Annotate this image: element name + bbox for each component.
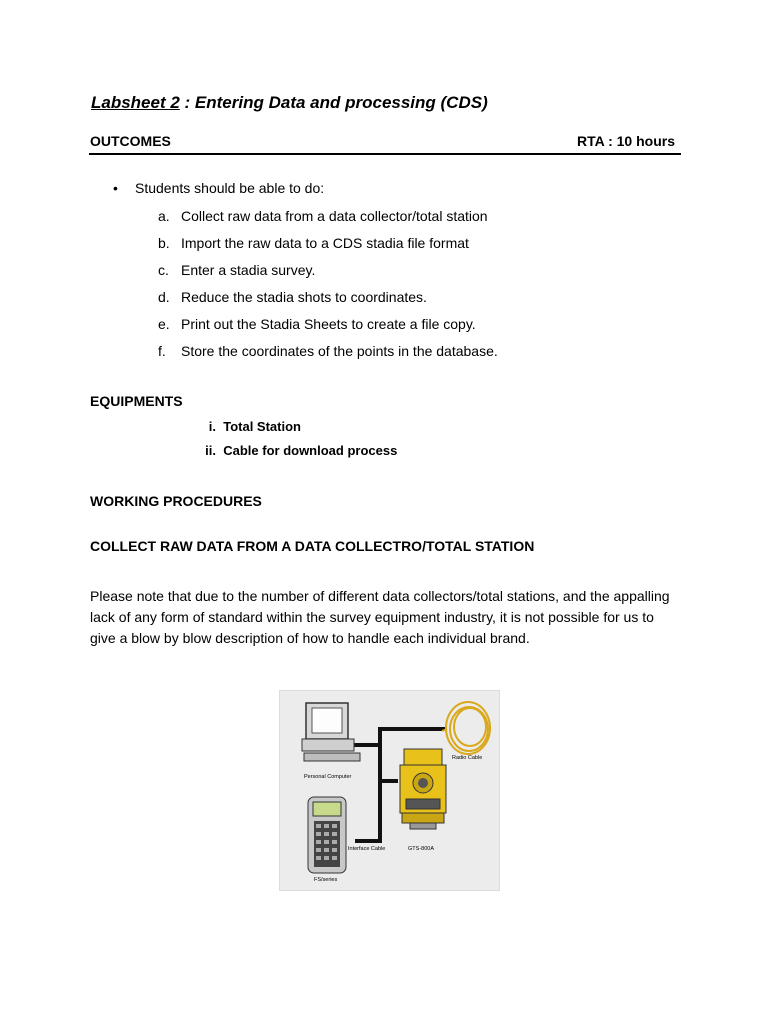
list-text: Collect raw data from a data collector/total station	[181, 208, 488, 224]
list-marker: a.	[158, 208, 170, 224]
label-radio-cable: Radio Cable	[452, 755, 483, 761]
procedures-subheading: COLLECT RAW DATA FROM A DATA COLLECTRO/TOTAL STATION	[90, 538, 535, 554]
outcomes-header	[90, 133, 680, 149]
title-labsheet: Labsheet 2	[91, 93, 180, 112]
equipments-heading: EQUIPMENTS	[90, 393, 183, 409]
outcomes-intro-text: Students should be able to do:	[135, 180, 325, 196]
list-item	[158, 261, 498, 288]
equipment-diagram	[279, 690, 500, 891]
procedures-paragraph: Please note that due to the number of different data collectors/total stations, and the appalling lack of any form of standard within the survey equipment industry, it is not possible for us to give a blow by blow description of how to handle each individual brand.	[90, 588, 670, 646]
outcomes-heading: OUTCOMES	[90, 133, 171, 149]
list-marker: b.	[158, 235, 170, 251]
list-item	[158, 234, 498, 261]
list-marker: f.	[158, 343, 166, 359]
header-rule	[89, 153, 681, 155]
cable-coil-icon	[442, 702, 490, 754]
computer-icon	[302, 703, 360, 761]
outcomes-intro	[113, 180, 324, 196]
label-collector: FS/series	[314, 877, 338, 883]
label-station: GTS-800A	[408, 846, 434, 852]
list-text: Cable for download process	[223, 443, 398, 458]
rta-hours: RTA : 10 hours	[576, 133, 675, 149]
list-text: Import the raw data to a CDS stadia file format	[181, 235, 469, 251]
list-marker: d.	[158, 289, 170, 305]
list-text: Enter a stadia survey.	[181, 262, 316, 278]
label-interface-cable: Interface Cable	[348, 846, 386, 852]
list-marker: i.	[208, 419, 216, 434]
list-marker: c.	[158, 262, 169, 278]
list-marker: ii.	[205, 443, 216, 458]
equipments-list	[190, 419, 397, 467]
list-item	[190, 443, 397, 467]
outcomes-list	[158, 207, 498, 369]
list-item	[158, 288, 498, 315]
list-text: Store the coordinates of the points in the database.	[181, 343, 498, 359]
list-marker: e.	[158, 316, 170, 332]
total-station-icon	[400, 749, 446, 829]
procedures-heading: WORKING PROCEDURES	[90, 493, 262, 509]
title-text: : Entering Data and processing (CDS)	[179, 93, 488, 112]
data-collector-icon	[308, 797, 346, 873]
list-item	[158, 207, 498, 234]
list-item	[190, 419, 397, 443]
list-item	[158, 342, 498, 369]
page-title	[91, 93, 488, 113]
list-text: Print out the Stadia Sheets to create a file copy.	[181, 316, 476, 332]
equipment-diagram-svg	[280, 691, 499, 890]
list-text: Total Station	[223, 419, 301, 434]
list-item	[158, 315, 498, 342]
list-text: Reduce the stadia shots to coordinates.	[181, 289, 427, 305]
bullet-icon: •	[113, 180, 118, 196]
label-computer: Personal Computer	[304, 774, 352, 780]
